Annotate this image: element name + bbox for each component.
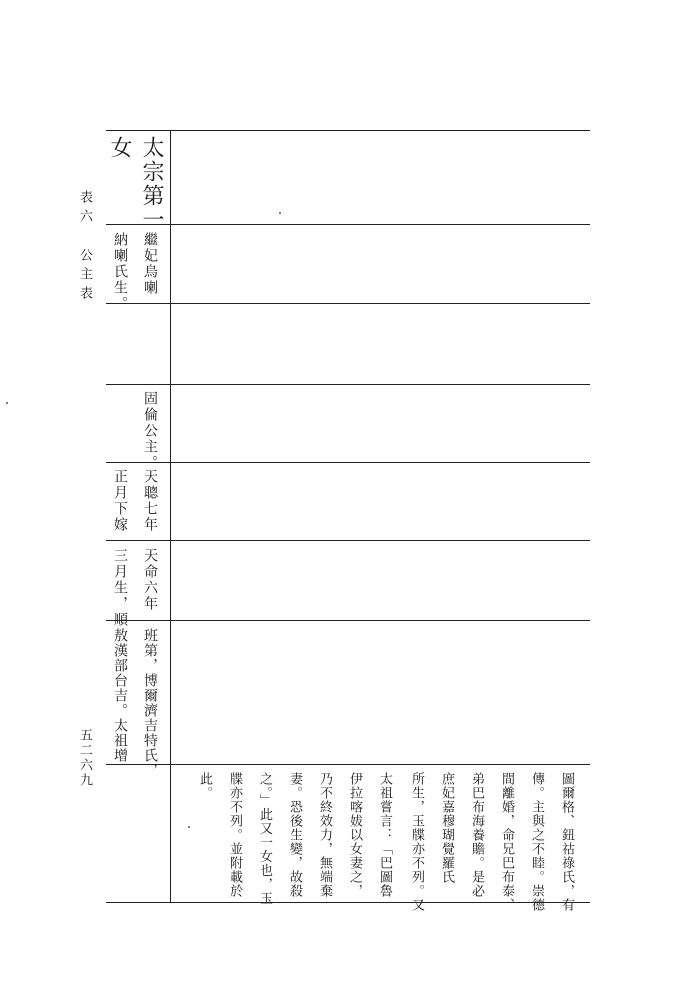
row-husband-line2: 敖漢部台吉。太祖增 [112, 628, 128, 763]
header-emperor: 太宗第一 [139, 136, 164, 232]
scan-speck [6, 402, 8, 404]
row-mother-line2: 納喇氏生。 [112, 232, 128, 312]
note-column: 伊拉喀妭以女妻之， [347, 772, 362, 898]
note-column: 牒亦不列。並附載於 [227, 772, 242, 898]
row-divider [106, 764, 590, 765]
note-column: 傳。主與之不睦。崇德 [529, 772, 544, 912]
header-daughter: 女 [107, 136, 132, 158]
margin-section-label: 表六 [77, 190, 92, 228]
bottom-rule [106, 902, 590, 903]
scan-speck [188, 826, 190, 828]
note-column: 乃不終效力，無端棄 [317, 772, 332, 898]
note-column: 庶妃嘉穆瑚覺羅氏 [439, 772, 454, 884]
note-column: 之。」此又一女也，玉 [257, 772, 272, 906]
row-divider [106, 620, 590, 621]
row-birth-line2: 三月生，順 [112, 548, 128, 628]
note-column: 所生，玉牒亦不列。又 [409, 772, 424, 912]
row-divider [106, 540, 590, 541]
page-number: 五二六九 [77, 728, 92, 788]
row-mother-line1: 繼妃烏喇 [142, 232, 158, 296]
row-divider [106, 462, 590, 463]
top-rule [106, 130, 590, 131]
note-column: 太祖嘗言：「巴圖魯 [377, 772, 392, 898]
note-column: 妻。恐後生變，故殺 [287, 772, 302, 898]
row-divider [106, 384, 590, 385]
column-divider [170, 130, 171, 902]
row-divider [106, 303, 590, 304]
row-husband-line1: 班第，博爾濟吉特氏， [142, 628, 158, 778]
note-column: 間離婚，命兄巴布泰、 [499, 772, 514, 912]
scan-speck [279, 212, 281, 214]
row-marriage-line2: 正月下嫁 [112, 469, 128, 533]
margin-table-title: 公主表 [77, 248, 92, 305]
note-column: 此。 [197, 772, 212, 800]
row-birth-line1: 天命六年 [142, 548, 158, 612]
note-column: 弟巴布海養贍。是必 [469, 772, 484, 898]
header-divider [106, 224, 590, 225]
row-title: 固倫公主。 [142, 391, 158, 471]
note-column: 圖爾格、鈕祜祿氏，有 [559, 772, 574, 912]
row-marriage-line1: 天聰七年 [142, 469, 158, 533]
